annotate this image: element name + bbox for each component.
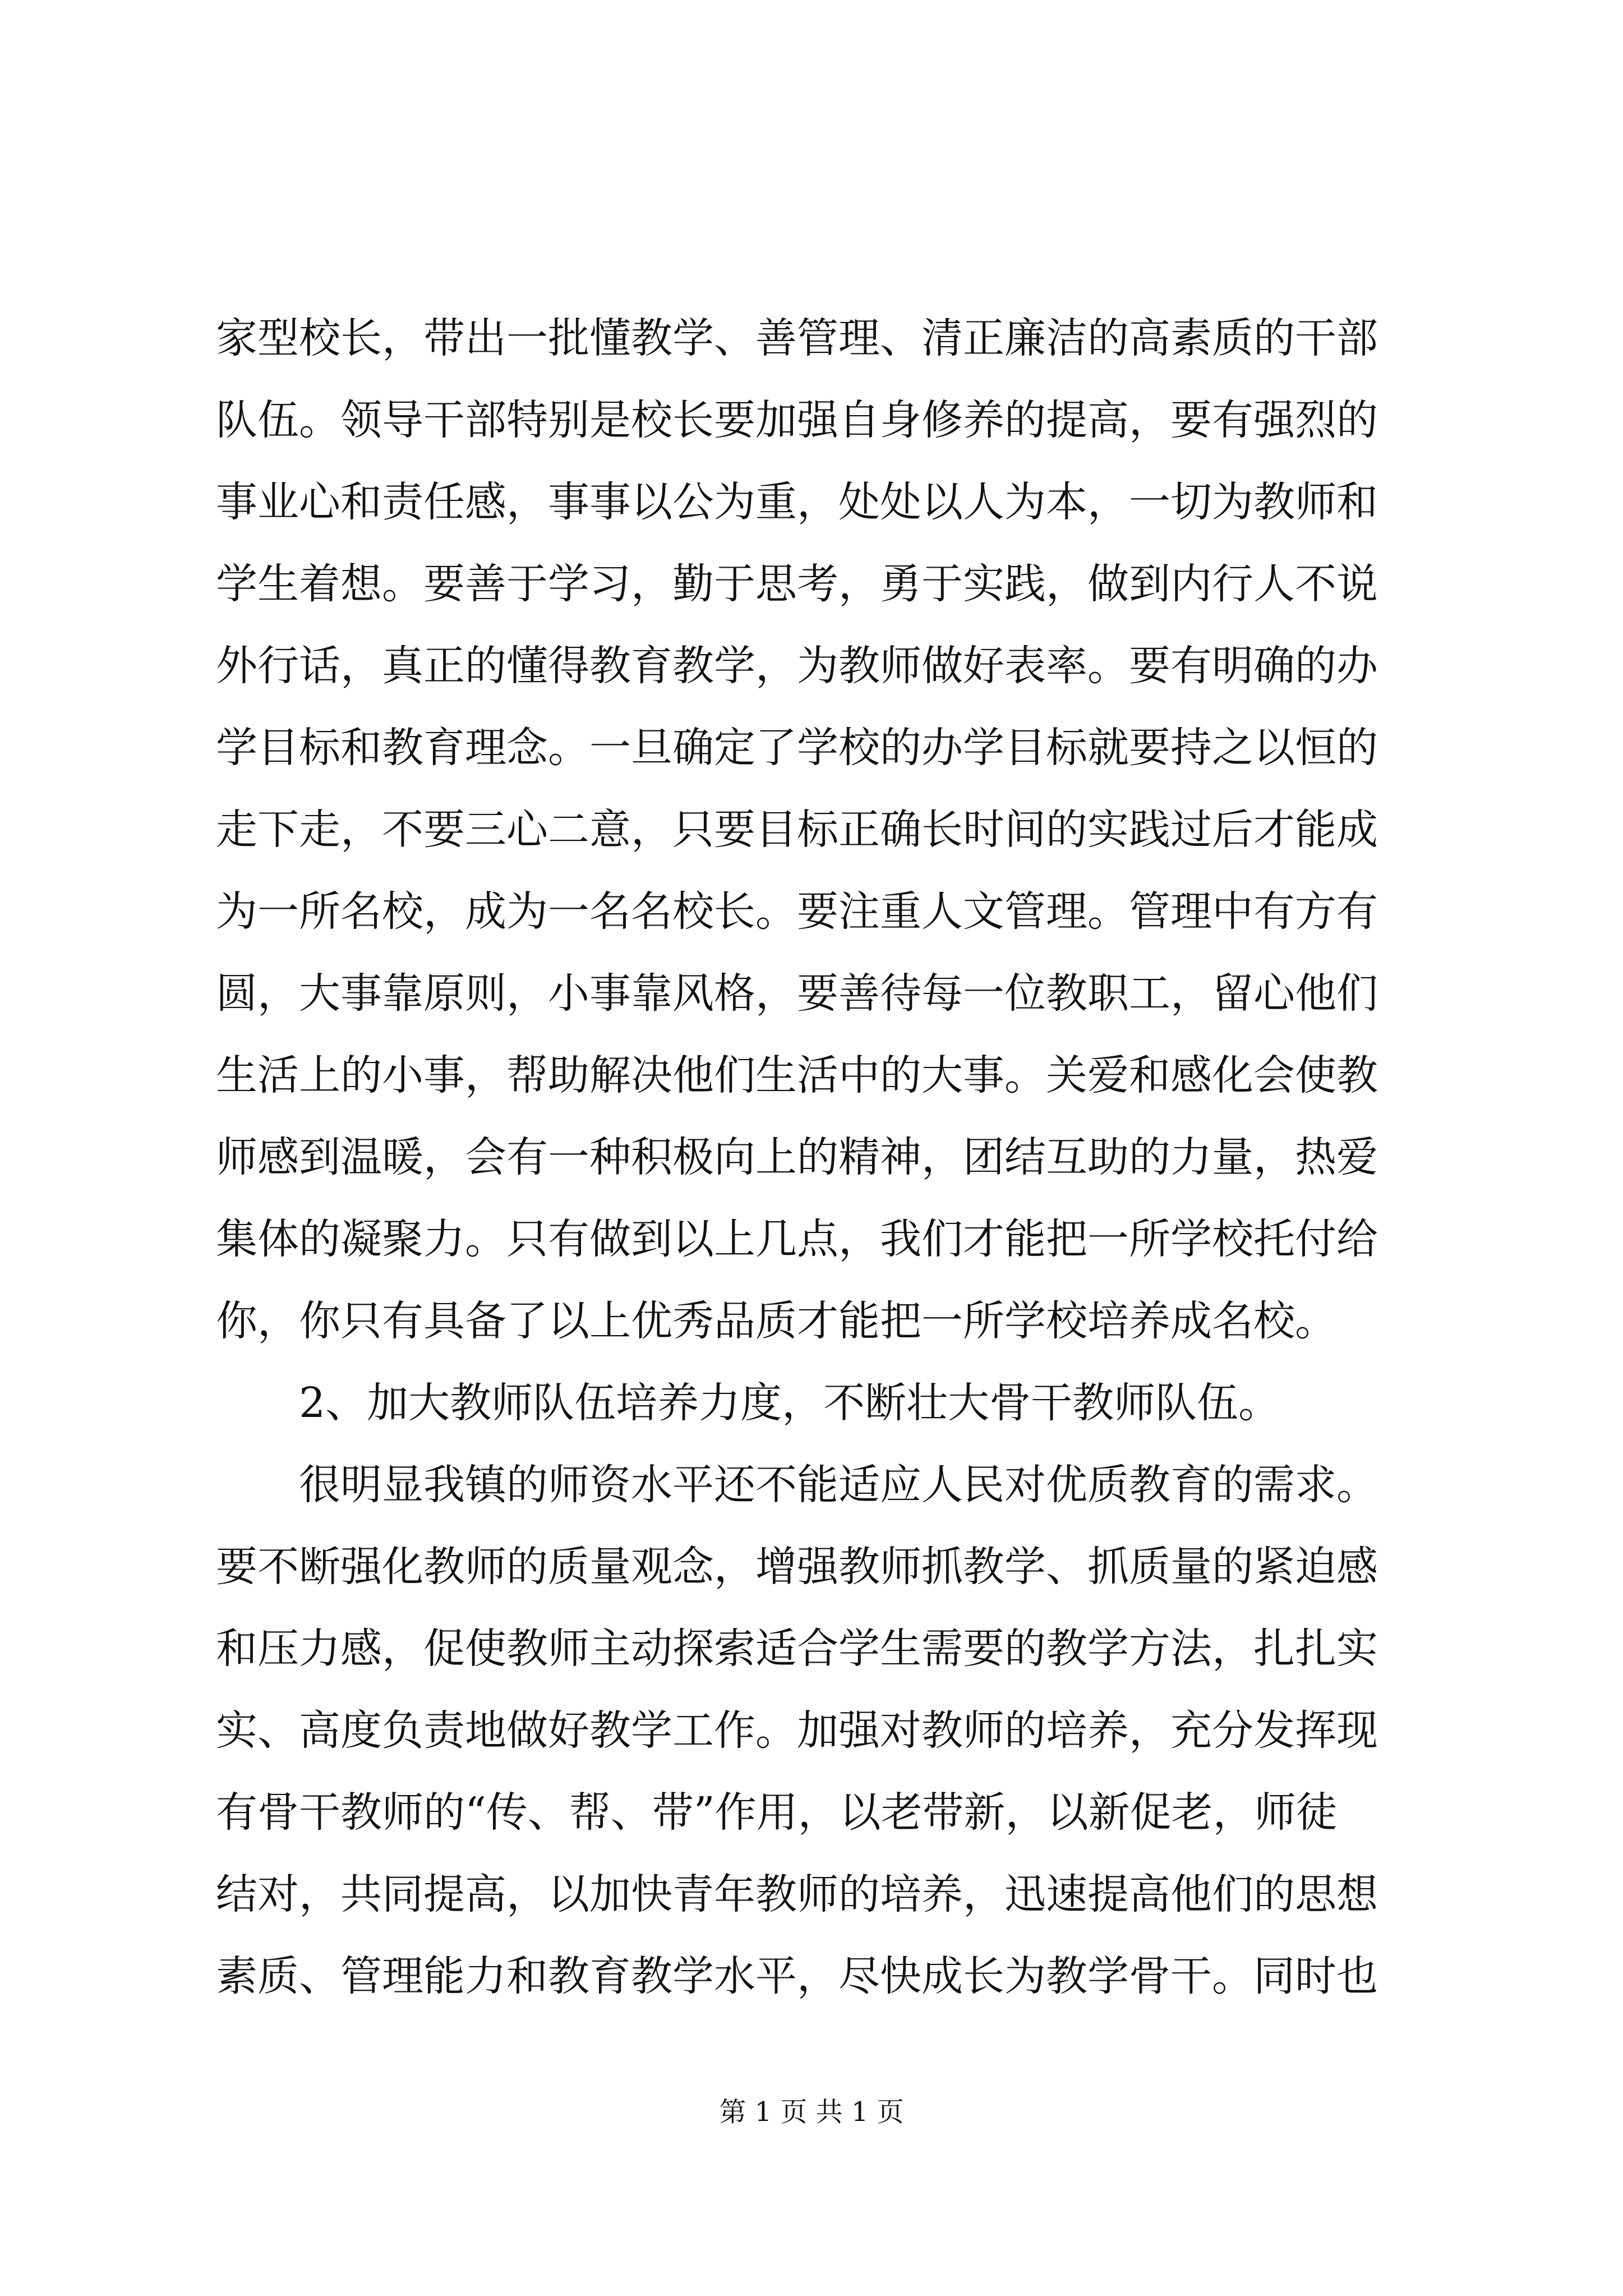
text-line: 圆，大事靠原则，小事靠风格，要善待每一位教职工，留心他们 [216, 969, 1378, 1018]
text-line: 走下走，不要三心二意，只要目标正确长时间的实践过后才能成 [216, 806, 1378, 854]
text-line: 有骨干教师的“传、帮、带”作用，以老带新，以新促老，师徒 [216, 1788, 1338, 1837]
text-line: 素质、管理能力和教育教学水平，尽快成长为教学骨干。同时也 [216, 1952, 1378, 2000]
text-line: 实、高度负责地做好教学工作。加强对教师的培养，充分发挥现 [216, 1706, 1378, 1755]
text-line: 很明显我镇的师资水平还不能适应人民对优质教育的需求。 [299, 1461, 1378, 1509]
text-line: 要不断强化教师的质量观念，增强教师抓教学、抓质量的紧迫感 [216, 1543, 1378, 1591]
text-line: 集体的凝聚力。只有做到以上几点，我们才能把一所学校托付给 [216, 1215, 1378, 1263]
text-line: 结对，共同提高，以加快青年教师的培养，迅速提高他们的思想 [216, 1870, 1378, 1918]
text-line: 事业心和责任感，事事以公为重，处处以人为本，一切为教师和 [216, 478, 1378, 526]
text-line: 生活上的小事，帮助解决他们生活中的大事。关爱和感化会使教 [216, 1051, 1378, 1099]
text-line: 为一所名校，成为一名名校长。要注重人文管理。管理中有方有 [216, 887, 1378, 936]
page-number: 第 1 页 共 1 页 [719, 2096, 904, 2128]
text-line: 你，你只有具备了以上优秀品质才能把一所学校培养成名校。 [216, 1297, 1336, 1345]
text-line: 和压力感，促使教师主动探索适合学生需要的教学方法，扎扎实 [216, 1625, 1378, 1673]
text-line: 队伍。领导干部特别是校长要加强自身修养的提高，要有强烈的 [216, 396, 1378, 444]
section-heading: 2、加大教师队伍培养力度，不断壮大骨干教师队伍。 [299, 1379, 1280, 1427]
text-line: 学目标和教育理念。一旦确定了学校的办学目标就要持之以恒的 [216, 724, 1378, 772]
text-line: 学生着想。要善于学习，勤于思考，勇于实践，做到内行人不说 [216, 560, 1378, 608]
text-line: 家型校长，带出一批懂教学、善管理、清正廉洁的高素质的干部 [216, 314, 1378, 362]
text-line: 外行话，真正的懂得教育教学，为教师做好表率。要有明确的办 [216, 642, 1378, 690]
page-footer [0, 2095, 1623, 2129]
text-line: 师感到温暖，会有一种积极向上的精神，团结互助的力量，热爱 [216, 1133, 1378, 1181]
body-text [216, 297, 1408, 2017]
